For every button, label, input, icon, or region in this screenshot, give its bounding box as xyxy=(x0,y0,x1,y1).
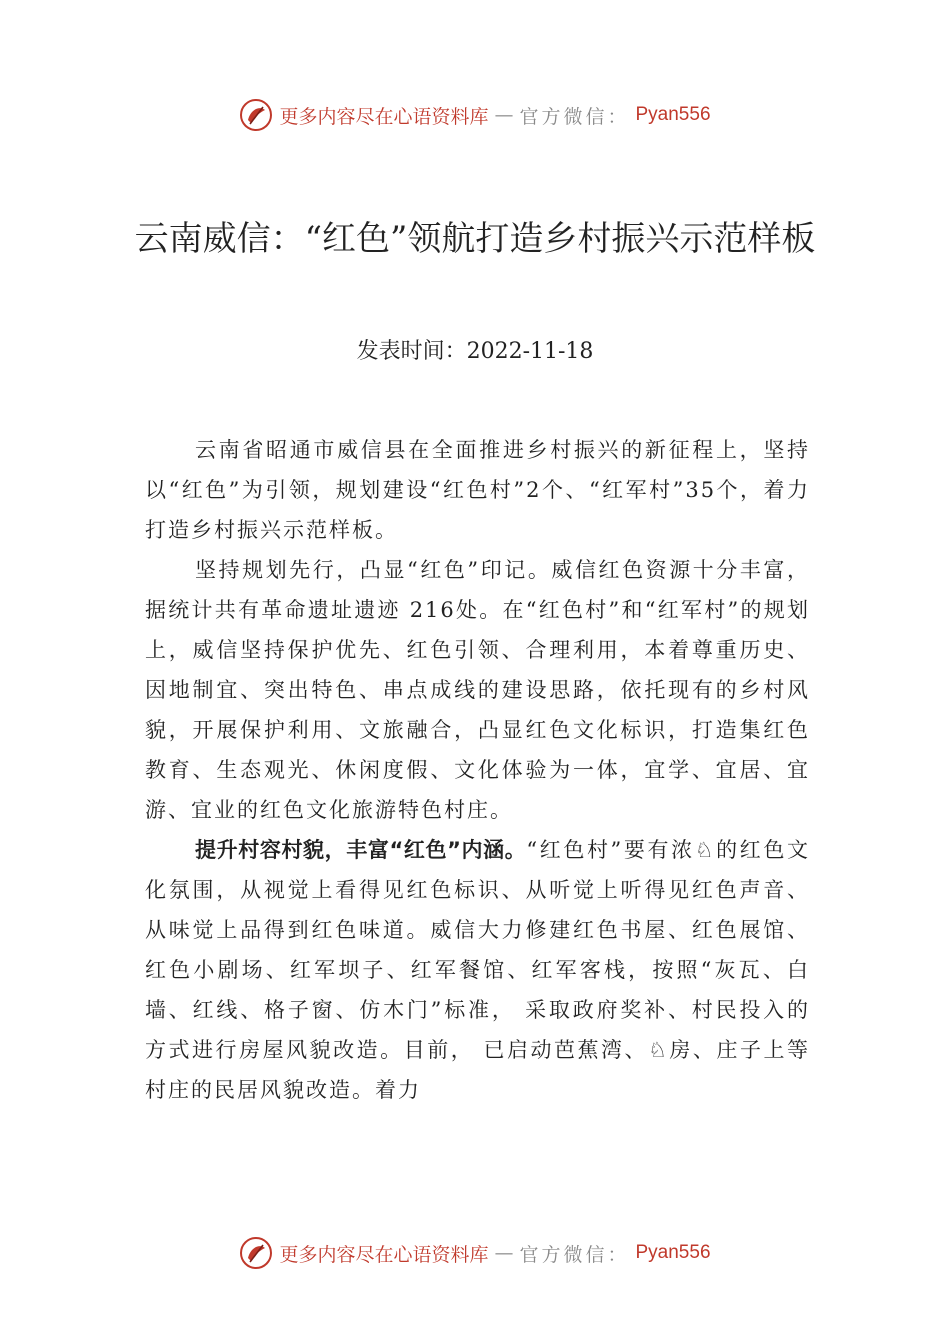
watermark-wechat-id: Pyan556 xyxy=(635,1242,711,1263)
article-title: 云南威信：“红色”领航打造乡村振兴示范样板 xyxy=(134,219,816,259)
paragraph-text: 坚持规划先行，凸显“红色”印记。威信红色资源十分丰富，据统计共有革命遗址遗迹 216处。在“红色村”和“红军村”的规划上，威信坚持保护优先、红色引领、合理利用，本着尊重历史、因地制宜、突出特色、串点成线的建设思路，依托现有的乡村风貌，开展保护利用、文旅融合，凸显红色文化标识，打造集红色教育、生态观光、休闲度假、文化体验为一体，宜学、宜居、宜游、宜业的红色文化旅游特色村庄。 xyxy=(145,558,810,822)
logo-icon xyxy=(239,98,273,132)
publish-date-value: 2022-11-18 xyxy=(466,339,594,364)
watermark-wechat-label: 官方微信： xyxy=(519,105,630,128)
paragraph xyxy=(145,430,810,550)
watermark-dash: — xyxy=(494,1242,514,1264)
paragraph-lead: 提升村容村貌，丰富“红色”内涵。 xyxy=(195,838,527,862)
watermark-brand: 更多内容尽在心语资料库 xyxy=(279,105,489,128)
footer-watermark xyxy=(0,1233,950,1273)
paragraph-text: 云南省昭通市威信县在全面推进乡村振兴的新征程上，坚持以“红色”为引领，规划建设“红色村”2个、“红军村”35个，着力打造乡村振兴示范样板。 xyxy=(145,438,810,542)
publish-date-label: 发表时间： xyxy=(356,339,467,364)
header-watermark xyxy=(0,95,950,135)
paragraph xyxy=(145,550,810,830)
watermark-dash: — xyxy=(494,104,514,126)
watermark-wechat-id: Pyan556 xyxy=(635,104,711,125)
paragraph-text: “红色村”要有浓♘的红色文化氛围，从视觉上看得见红色标识、从听觉上听得见红色声音、从味觉上品得到红色味道。威信大力修建红色书屋、红色展馆、红色小剧场、红军坝子、红军餐馆、红军客栈，按照“灰瓦、白墙、红线、格子窗、仿木门”标准， 采取政府奖补、村民投入的方式进行房屋风貌改造。目前， 已启动芭蕉湾、♘房、庄子上等村庄的民居风貌改造。着力 xyxy=(145,838,810,1102)
logo-icon xyxy=(239,1236,273,1270)
publish-date xyxy=(0,334,950,365)
watermark-wechat-label: 官方微信： xyxy=(519,1243,630,1266)
paragraph xyxy=(145,830,810,1110)
article-body xyxy=(145,430,810,1110)
watermark-brand: 更多内容尽在心语资料库 xyxy=(279,1243,489,1266)
